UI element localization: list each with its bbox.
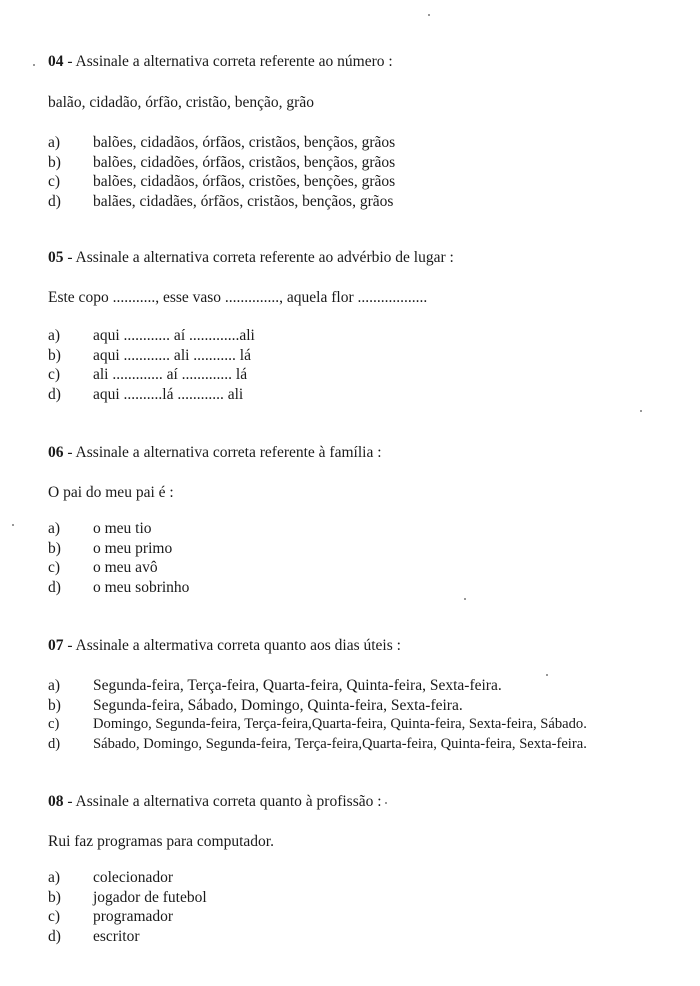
option-letter: a) [48,327,61,344]
scan-speck [12,524,14,526]
option-c[interactable] [48,365,255,385]
option-b[interactable] [48,539,189,559]
option-d[interactable] [48,578,189,598]
option-d[interactable] [48,927,207,947]
option-b[interactable] [48,346,255,366]
option-text: Sábado, Domingo, Segunda-feira, Terça-feira,Quarta-feira, Quinta-feira, Sexta-feira. [93,735,587,752]
option-a[interactable] [48,868,207,888]
option-a[interactable] [48,326,255,346]
question-number: 06 [48,444,64,461]
option-text: Segunda-feira, Sábado, Domingo, Quinta-feira, Sexta-feira. [93,696,463,714]
option-text: balões, cidadãos, órfãos, cristões, benções, grãos [93,173,396,190]
scan-speck [464,598,466,600]
option-a[interactable] [48,133,395,153]
option-letter: b) [48,539,61,557]
question-number: 07 [48,637,64,654]
option-letter: b) [48,153,61,171]
scan-speck [546,674,548,676]
option-letter: b) [48,888,61,906]
option-d[interactable] [48,385,255,405]
option-text: o meu primo [93,539,173,557]
option-b[interactable] [48,153,395,173]
option-b[interactable] [48,888,207,908]
option-text: Domingo, Segunda-feira, Terça-feira,Quarta-feira, Quinta-feira, Sexta-feira, Sábado. [93,716,587,732]
question-text: - Assinale a alternativa correta quanto à profissão : [63,793,382,810]
question-04-options [48,133,395,211]
option-c[interactable] [48,172,395,192]
option-letter: c) [48,366,61,383]
option-c[interactable] [48,715,587,735]
question-text: - Assinale a alternativa correta referente ao número : [63,53,393,70]
option-letter: a) [48,134,61,151]
option-text: balões, cidadãos, órfãos, cristãos, bençãos, grãos [93,134,396,151]
option-text: jogador de futebol [93,888,207,906]
question-text: - Assinale a alternativa correta referente ao advérbio de lugar : [63,249,454,266]
option-d[interactable] [48,735,587,755]
option-letter: b) [48,346,61,364]
scan-speck [385,802,387,804]
question-text: - Assinale a altermativa correta quanto aos dias úteis : [63,637,401,654]
question-07-options [48,676,587,754]
option-letter: d) [48,385,61,403]
option-text: Segunda-feira, Terça-feira, Quarta-feira, Quinta-feira, Sexta-feira. [93,677,502,694]
scan-speck [428,14,430,16]
option-letter: b) [48,696,61,714]
question-08-prompt: Rui faz programas para computador. [48,833,274,850]
option-c[interactable] [48,907,207,927]
question-05-title [48,248,454,268]
question-number: 05 [48,249,64,266]
question-04-prompt: balão, cidadão, órfão, cristão, benção, grão [48,94,314,111]
option-letter: a) [48,677,61,694]
option-a[interactable] [48,676,587,696]
option-b[interactable] [48,696,587,716]
question-07-title [48,636,401,656]
option-text: colecionador [93,869,174,886]
option-text: aqui ............ aí .............ali [93,327,255,344]
question-text: - Assinale a alternativa correta referente à família : [63,444,382,461]
option-text: programador [93,908,174,925]
option-text: o meu sobrinho [93,578,190,596]
option-letter: c) [48,716,60,732]
scan-speck [33,64,35,66]
option-letter: d) [48,192,61,210]
question-06-prompt: O pai do meu pai é : [48,484,174,501]
question-08-options [48,868,207,946]
option-letter: c) [48,173,61,190]
question-number: 04 [48,53,64,70]
option-text: aqui ..........lá ............ ali [93,385,244,403]
option-letter: c) [48,908,61,925]
scan-speck [640,410,642,412]
option-c[interactable] [48,558,189,578]
option-letter: d) [48,927,61,945]
option-text: aqui ............ ali ........... lá [93,346,251,364]
option-text: balões, cidadões, órfãos, cristãos, bençãos, grãos [93,153,396,171]
question-05-prompt: Este copo ..........., esse vaso .............., aquela flor .................. [48,289,428,306]
question-06-options [48,519,189,597]
option-text: o meu tio [93,520,152,537]
question-number: 08 [48,793,64,810]
question-08-title [48,792,382,812]
question-05-options [48,326,255,404]
question-04-title [48,52,393,72]
option-text: o meu avô [93,559,158,576]
option-letter: d) [48,578,61,596]
option-letter: a) [48,520,61,537]
option-d[interactable] [48,192,395,212]
option-text: balães, cidadães, órfãos, cristãos, bençãos, grãos [93,192,394,210]
option-text: escritor [93,927,140,945]
option-text: ali ............. aí ............. lá [93,366,248,383]
option-a[interactable] [48,519,189,539]
option-letter: d) [48,735,61,752]
option-letter: a) [48,869,61,886]
question-06-title [48,443,382,463]
option-letter: c) [48,559,61,576]
